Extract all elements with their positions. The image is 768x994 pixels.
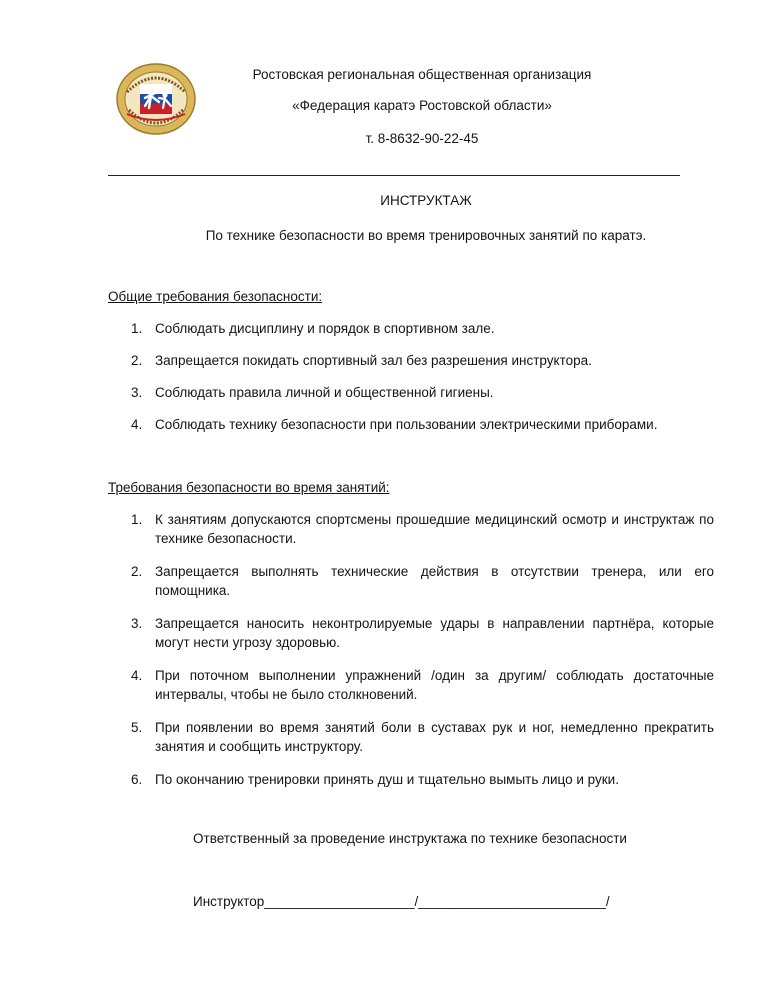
list-item-number: 3. <box>131 616 143 631</box>
list-item-number: 2. <box>131 564 143 579</box>
list-item-text: Запрещается выполнять технические действия в отсутствии тренера, или его помощника. <box>155 564 714 598</box>
section-heading-general: Общие требования безопасности: <box>108 289 323 304</box>
header-divider <box>108 175 680 176</box>
general-requirements-list <box>108 319 714 447</box>
list-item-text: К занятиям допускаются спортсмены прошедшие медицинский осмотр и инструктаж по технике безопасности. <box>155 512 714 546</box>
list-item-number: 4. <box>131 417 143 432</box>
list-item-number: 1. <box>131 512 143 527</box>
list-item <box>108 319 714 338</box>
training-requirements-list <box>108 510 714 803</box>
org-name-line1: Ростовская региональная общественная организация <box>252 67 592 82</box>
list-item <box>108 614 714 652</box>
list-item <box>108 718 714 756</box>
list-item-number: 5. <box>131 720 143 735</box>
responsible-statement: Ответственный за проведение инструктажа по технике безопасности <box>193 831 627 846</box>
list-item-text: При появлении во время занятий боли в суставах рук и ног, немедленно прекратить занятия и сообщить инструктору. <box>155 720 714 754</box>
list-item <box>108 666 714 704</box>
list-item-number: 6. <box>131 772 143 787</box>
list-item-number: 2. <box>131 353 143 368</box>
list-item <box>108 562 714 600</box>
list-item-text: Соблюдать правила личной и общественной гигиены. <box>155 385 494 400</box>
list-item <box>108 415 714 434</box>
document-title: ИНСТРУКТАЖ <box>380 193 472 208</box>
list-item-number: 4. <box>131 668 143 683</box>
list-item <box>108 383 714 402</box>
org-name-line2: «Федерация каратэ Ростовской области» <box>292 98 552 113</box>
list-item-number: 1. <box>131 321 143 336</box>
list-item-text: Соблюдать технику безопасности при пользовании электрическими приборами. <box>155 417 658 432</box>
list-item <box>108 770 714 789</box>
list-item <box>108 510 714 548</box>
org-phone: т. 8-8632-90-22-45 <box>365 131 479 146</box>
instructor-signature-line: Инструктор____________________/_________________________/ <box>193 894 610 909</box>
list-item-number: 3. <box>131 385 143 400</box>
document-subtitle: По технике безопасности во время тренировочных занятий по каратэ. <box>205 228 647 243</box>
list-item-text: Соблюдать дисциплину и порядок в спортивном зале. <box>155 321 495 336</box>
list-item-text: Запрещается покидать спортивный зал без разрешения инструктора. <box>155 353 592 368</box>
section-heading-during-training: Требования безопасности во время занятий: <box>108 480 390 495</box>
list-item <box>108 351 714 370</box>
list-item-text: По окончанию тренировки принять душ и тщательно вымыть лицо и руки. <box>155 772 619 787</box>
list-item-text: При поточном выполнении упражнений /один за другим/ соблюдать достаточные интервалы, чтобы не было столкновений. <box>155 668 714 702</box>
list-item-text: Запрещается наносить неконтролируемые удары в направлении партнёра, которые могут нести угрозу здоровью. <box>155 616 714 650</box>
